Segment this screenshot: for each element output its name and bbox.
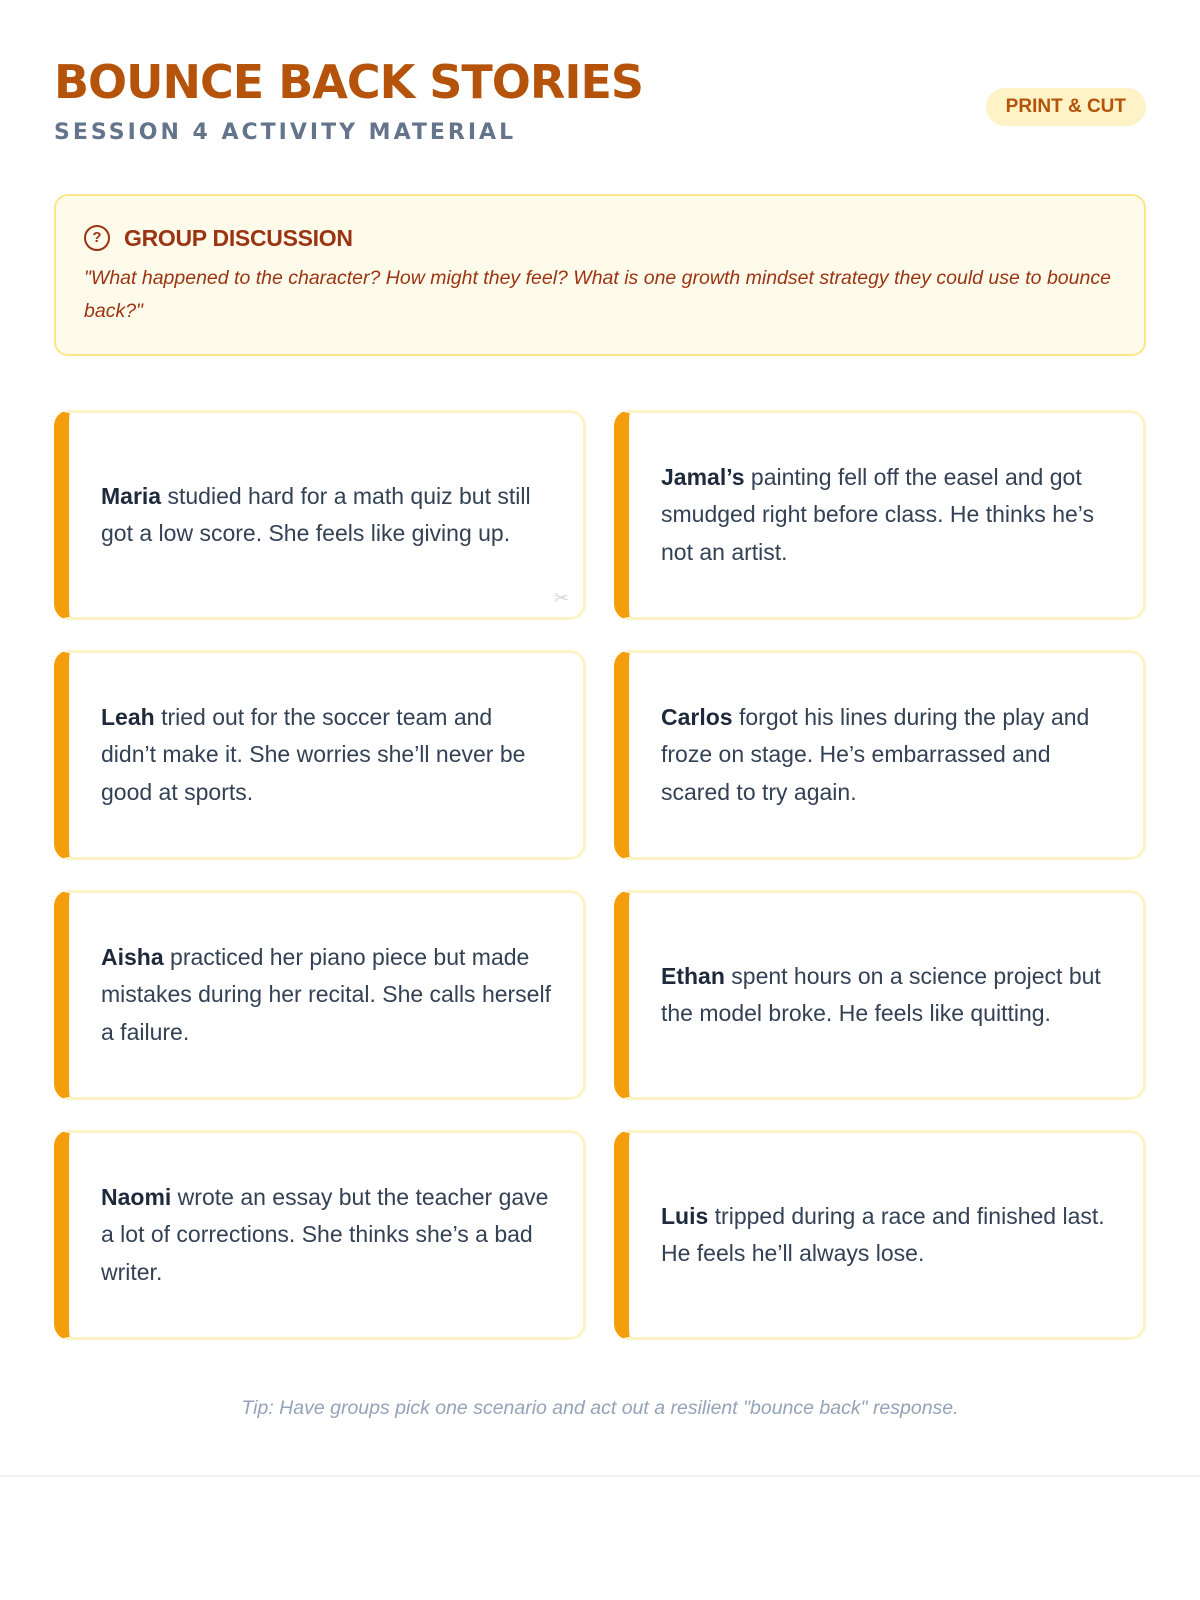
scenario-text (661, 958, 1113, 1033)
scenario-description: wrote an essay but the teacher gave a lot of corrections. She thinks she’s a bad writer. (101, 1183, 549, 1285)
scenario-cards-grid (54, 410, 1146, 1342)
character-name: Aisha (101, 943, 164, 970)
page-subtitle: SESSION 4 ACTIVITY MATERIAL (54, 120, 517, 145)
scenario-text (101, 478, 553, 553)
scenario-text (101, 699, 553, 812)
scenario-text (661, 1198, 1113, 1273)
scenario-card (54, 650, 586, 860)
scenario-description: tried out for the soccer team and didn’t make it. She worries she’ll never be good at sports. (101, 703, 526, 805)
scenario-text (661, 459, 1113, 572)
scenario-card (614, 650, 1146, 860)
scenario-description: painting fell off the easel and got smudged right before class. He thinks he’s not an artist. (661, 463, 1094, 565)
character-name: Ethan (661, 962, 725, 989)
character-name: Luis (661, 1202, 709, 1229)
print-cut-badge: PRINT & CUT (986, 88, 1146, 126)
scenario-description: forgot his lines during the play and froze on stage. He’s embarrassed and scared to try again. (661, 703, 1090, 805)
page-title: BOUNCE BACK STORIES (54, 55, 643, 109)
character-name: Jamal’s (661, 463, 745, 490)
character-name: Naomi (101, 1183, 172, 1210)
scenario-card (614, 1130, 1146, 1340)
activity-tip: Tip: Have groups pick one scenario and act out a resilient "bounce back" response. (241, 1397, 959, 1419)
scenario-card (54, 410, 586, 620)
scenario-card (614, 410, 1146, 620)
character-name: Carlos (661, 703, 733, 730)
scenario-text (101, 939, 553, 1052)
scenario-description: studied hard for a math quiz but still got a low score. She feels like giving up. (101, 482, 531, 546)
scenario-description: spent hours on a science project but the model broke. He feels like quitting. (661, 962, 1101, 1026)
discussion-title: GROUP DISCUSSION (124, 224, 353, 251)
character-name: Maria (101, 482, 162, 509)
discussion-question: "What happened to the character? How might they feel? What is one growth mindset strategy they could use to bounce back?" (84, 267, 1111, 322)
scenario-card (54, 1130, 586, 1340)
character-name: Leah (101, 703, 155, 730)
scissors-icon: ✂ (553, 588, 569, 608)
scenario-card (614, 890, 1146, 1100)
scenario-card (54, 890, 586, 1100)
scenario-text (661, 699, 1113, 812)
question-circle-icon: ? (84, 225, 110, 251)
discussion-header (84, 222, 1116, 254)
scenario-description: practiced her piano piece but made mistakes during her recital. She calls herself a failure. (101, 943, 551, 1045)
scenario-text (101, 1179, 553, 1292)
page-header (54, 54, 1146, 154)
group-discussion-box (54, 194, 1146, 356)
scenario-description: tripped during a race and finished last. He feels he’ll always lose. (661, 1202, 1105, 1266)
